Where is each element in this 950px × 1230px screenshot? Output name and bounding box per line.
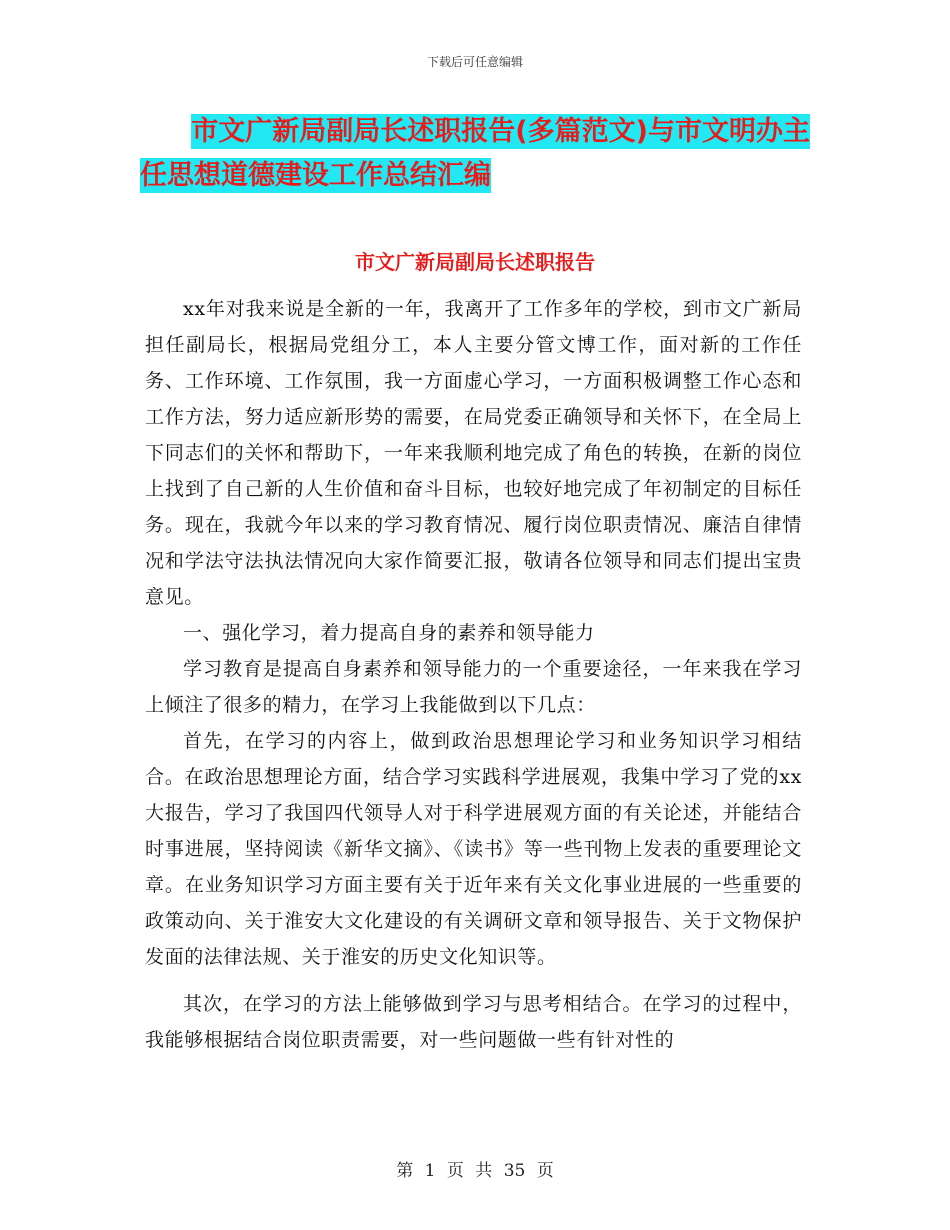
document-title [140, 110, 810, 198]
body-text [145, 291, 802, 1058]
document-title-line-2 [140, 154, 810, 198]
paragraph-first: 首先，在学习的内容上，做到政治思想理论学习和业务知识学习相结合。在政治思想理论方面，结合学习实践科学进展观，我集中学习了党的xx大报告，学习了我国四代领导人对于科学进展观方面的有关论述，并能结合时事进展，坚持阅读《新华文摘》、《读书》等一些刊物上发表的重要理论文章。在业务知识学习方面主要有关于近年来有关文化事业进展的一些重要的政策动向、关于淮安大文化建设的有关调研文章和领导报告、关于文物保护发面的法律法规、关于淮安的历史文化知识等。 [145, 730, 802, 968]
section-title: 市文广新局副局长述职报告 [355, 250, 595, 274]
paragraph-learning: 学习教育是提高自身素养和领导能力的一个重要途径，一年来我在学习上倾注了很多的精力，在学习上我能做到以下几点： [145, 658, 802, 716]
paragraph-second: 其次，在学习的方法上能够做到学习与思考相结合。在学习的过程中，我能够根据结合岗位职责需要，对一些问题做一些有针对性的 [145, 993, 802, 1051]
paragraph-heading-1: 一、强化学习，着力提高自身的素养和领导能力 [183, 622, 595, 644]
title-highlight-1: 市文广新局副局长述职报告(多篇范文)与市文明办主 [191, 116, 810, 147]
document-title-line-1 [140, 110, 810, 154]
paragraph-intro: xx年对我来说是全新的一年，我离开了工作多年的学校，到市文广新局担任副局长，根据局党组分工，本人主要分管文博工作，面对新的工作任务、工作环境、工作氛围，我一方面虚心学习，一方面积极调整工作心态和工作方法，努力适应新形势的需要，在局党委正确领导和关怀下，在全局上下同志们的关怀和帮助下，一年来我顺利地完成了角色的转换，在新的岗位上找到了自己新的人生价值和奋斗目标，也较好地完成了年初制定的目标任务。现在，我就今年以来的学习教育情况、履行岗位职责情况、廉洁自律情况和学法守法执法情况向大家作简要汇报，敬请各位领导和同志们提出宝贵意见。 [145, 298, 802, 608]
title-highlight-2: 任思想道德建设工作总结汇编 [140, 160, 491, 191]
page-number: 第 1 页 共 35 页 [396, 1161, 554, 1181]
header-note: 下载后可任意编辑 [426, 55, 523, 69]
